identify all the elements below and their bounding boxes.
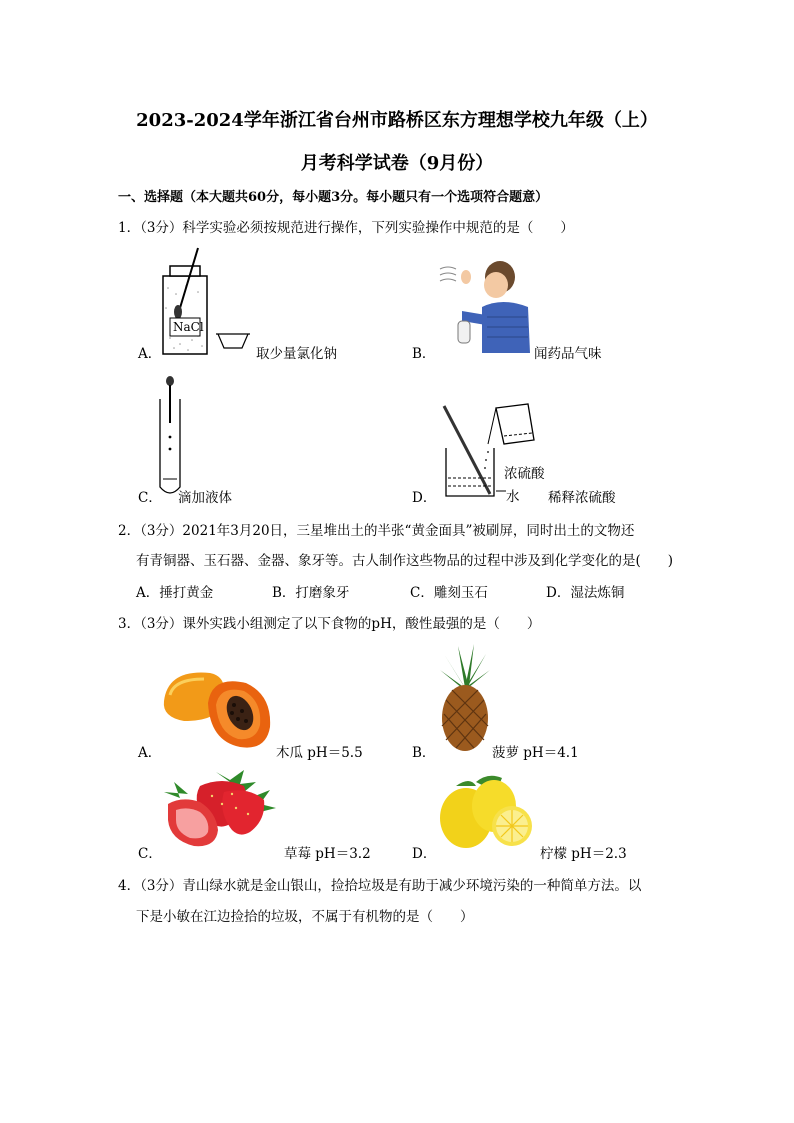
page-subtitle: 月考科学试卷（9月份） (300, 153, 494, 174)
q1-option-c-caption: 滴加液体 (178, 490, 232, 506)
dilution-illustration (438, 400, 548, 500)
q3-option-b-letter: B． (412, 745, 436, 761)
acid-label: 浓硫酸 (504, 466, 545, 482)
strawberry-image (160, 768, 282, 850)
question-1-stem: 1．（3分）科学实验必须按规范进行操作，下列实验操作中规范的是（ ） (118, 220, 574, 236)
lemon-image (436, 772, 536, 852)
q1-option-b-caption: 闻药品气味 (534, 346, 602, 362)
q1-option-d-letter: D． (412, 490, 437, 506)
page-title: 2023-2024学年浙江省台州市路桥区东方理想学校九年级（上） (136, 110, 658, 131)
question-2-stem-line2: 有青铜器、玉石器、金器、象牙等。古人制作这些物品的过程中涉及到化学变化的是( ) (136, 553, 674, 569)
papaya-image (160, 665, 275, 755)
q1-option-b-letter: B． (412, 346, 436, 362)
dropper-illustration (155, 375, 185, 500)
q3-option-d-caption: 柠檬 pH＝2.3 (540, 846, 627, 862)
q2-option-b: B．打磨象牙 (272, 585, 350, 601)
q1-option-d-caption: 稀释浓硫酸 (548, 490, 616, 506)
nacl-jar-illustration (158, 248, 258, 358)
q3-option-b-caption: 菠萝 pH＝4.1 (492, 745, 579, 761)
q1-option-a-caption: 取少量氯化钠 (256, 346, 337, 362)
q1-option-a-letter: A． (138, 346, 162, 362)
question-4-stem-line2: 下是小敏在江边捡拾的垃圾，不属于有机物的是（ ） (136, 909, 474, 925)
nacl-label: NaCl (173, 320, 204, 334)
section-heading: 一、选择题（本大题共60分，每小题3分。每小题只有一个选项符合题意） (118, 190, 549, 205)
q3-option-d-letter: D． (412, 846, 437, 862)
q2-option-d: D．湿法炼铜 (546, 585, 625, 601)
question-4-stem-line1: 4．（3分）青山绿水就是金山银山，捡拾垃圾是有助于减少环境污染的一种简单方法。以 (118, 878, 642, 894)
q2-option-c: C．雕刻玉石 (410, 585, 488, 601)
pineapple-image (438, 644, 493, 752)
q3-option-c-caption: 草莓 pH＝3.2 (284, 846, 371, 862)
q3-option-a-caption: 木瓜 pH＝5.5 (276, 745, 363, 761)
q3-option-a-letter: A． (138, 745, 162, 761)
smelling-illustration (432, 255, 532, 355)
question-3-stem: 3．（3分）课外实践小组测定了以下食物的pH，酸性最强的是（ ） (118, 616, 541, 632)
q1-option-c-letter: C． (138, 490, 162, 506)
question-2-stem-line1: 2．（3分）2021年3月20日，三星堆出土的半张“黄金面具”被刷屏，同时出土的文物还 (118, 523, 635, 539)
water-label: 水 (506, 489, 520, 505)
q2-option-a: A．捶打黄金 (136, 585, 214, 601)
q3-option-c-letter: C． (138, 846, 162, 862)
